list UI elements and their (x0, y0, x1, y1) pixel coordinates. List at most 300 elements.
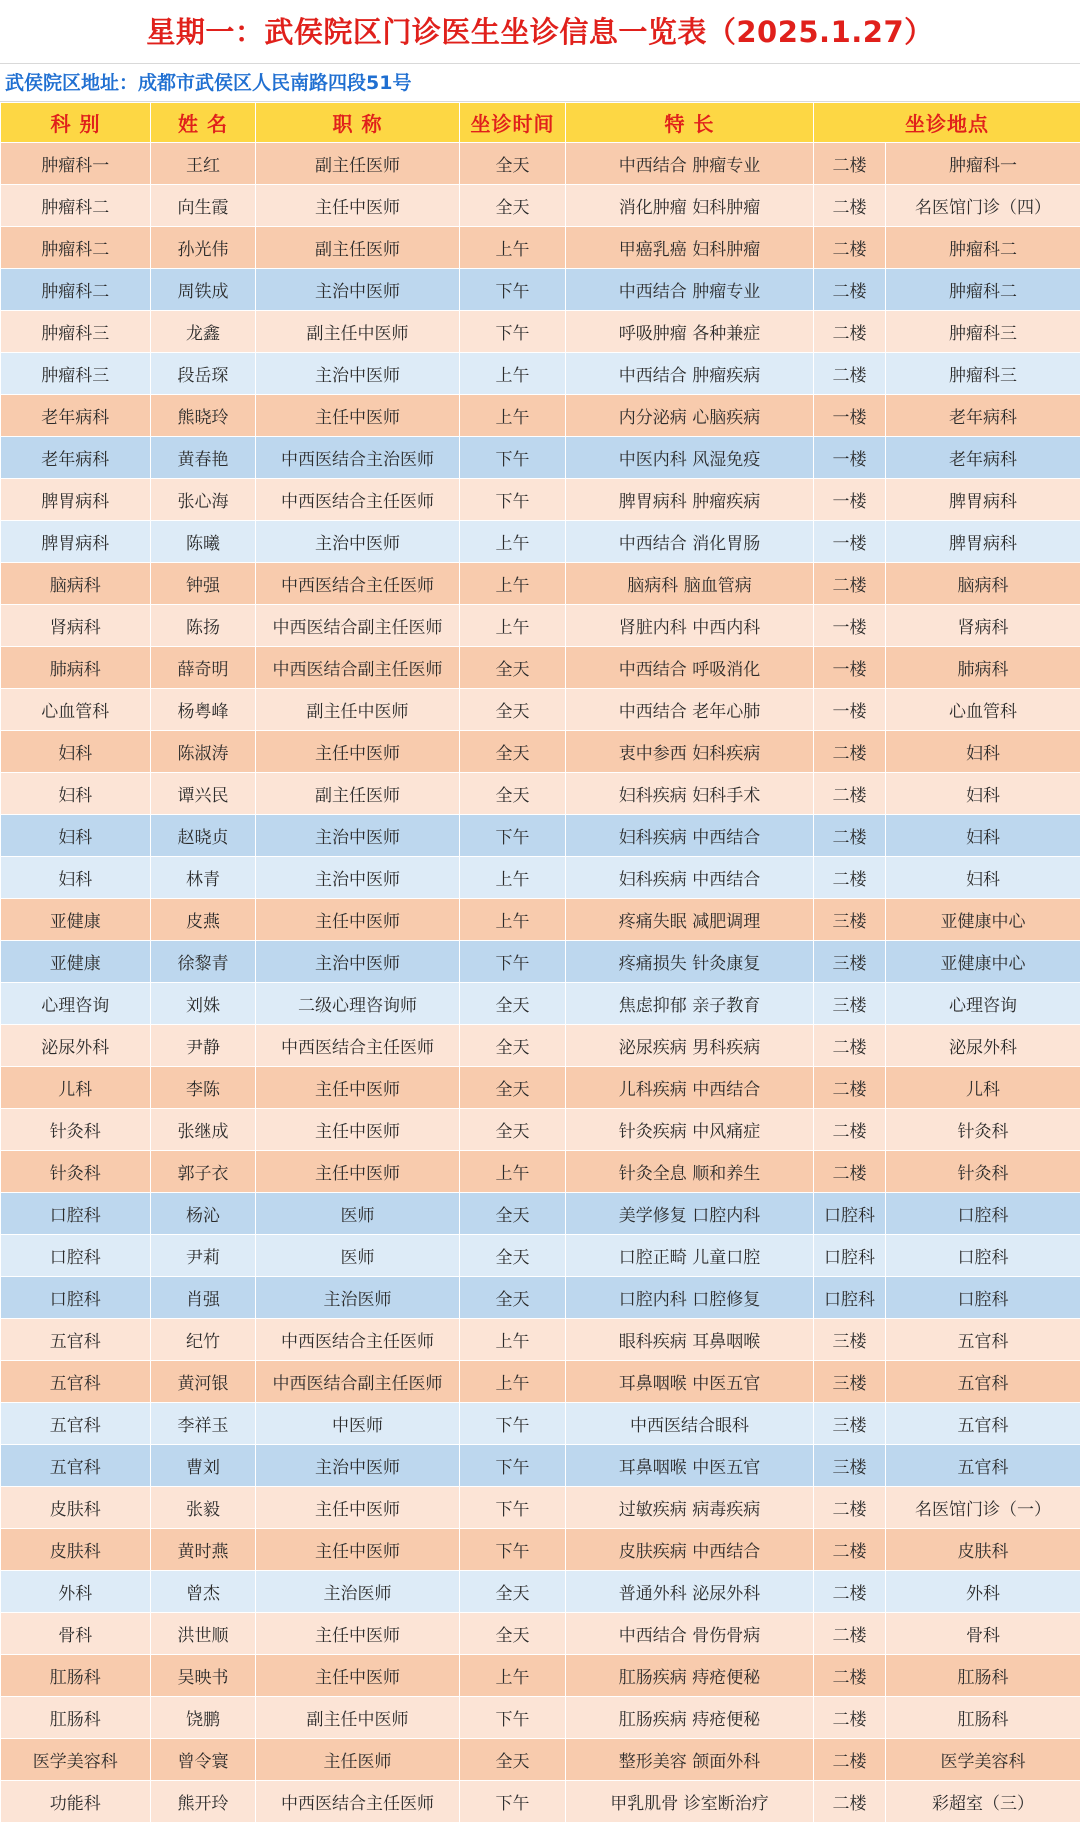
department-cell: 肺病科 (1, 647, 151, 689)
doctor-name-cell: 陈扬 (151, 605, 256, 647)
clinic-time-cell: 全天 (460, 1613, 566, 1655)
table-row (1, 437, 1080, 479)
department-cell: 亚健康 (1, 941, 151, 983)
doctor-name-cell: 尹静 (151, 1025, 256, 1067)
doctor-name-cell: 杨粤峰 (151, 689, 256, 731)
table-row (1, 1529, 1080, 1571)
specialty-cell: 内分泌病 心脑疾病 (566, 395, 814, 437)
table-row (1, 395, 1080, 437)
specialty-cell: 呼吸肿瘤 各种兼症 (566, 311, 814, 353)
table-row (1, 521, 1080, 563)
room-cell: 彩超室（三） (886, 1781, 1080, 1823)
clinic-time-cell: 下午 (460, 1403, 566, 1445)
department-cell: 肿瘤科二 (1, 185, 151, 227)
job-title-cell: 主任中医师 (256, 1151, 460, 1193)
department-cell: 五官科 (1, 1319, 151, 1361)
room-cell: 肿瘤科二 (886, 227, 1080, 269)
room-cell: 医学美容科 (886, 1739, 1080, 1781)
room-cell: 皮肤科 (886, 1529, 1080, 1571)
department-cell: 亚健康 (1, 899, 151, 941)
specialty-cell: 肾脏内科 中西内科 (566, 605, 814, 647)
floor-cell: 二楼 (814, 731, 886, 773)
header-department: 科 别 (1, 103, 151, 143)
room-cell: 泌尿外科 (886, 1025, 1080, 1067)
specialty-cell: 甲乳肌骨 诊室断治疗 (566, 1781, 814, 1823)
clinic-time-cell: 下午 (460, 815, 566, 857)
table-row (1, 1193, 1080, 1235)
specialty-cell: 泌尿疾病 男科疾病 (566, 1025, 814, 1067)
table-row (1, 563, 1080, 605)
room-cell: 脾胃病科 (886, 479, 1080, 521)
floor-cell: 一楼 (814, 689, 886, 731)
room-cell: 肿瘤科三 (886, 353, 1080, 395)
doctor-name-cell: 周铁成 (151, 269, 256, 311)
room-cell: 妇科 (886, 731, 1080, 773)
job-title-cell: 主治中医师 (256, 941, 460, 983)
job-title-cell: 主任中医师 (256, 899, 460, 941)
table-row (1, 1487, 1080, 1529)
department-cell: 皮肤科 (1, 1487, 151, 1529)
room-cell: 肾病科 (886, 605, 1080, 647)
doctor-name-cell: 钟强 (151, 563, 256, 605)
department-cell: 口腔科 (1, 1193, 151, 1235)
job-title-cell: 主任中医师 (256, 731, 460, 773)
job-title-cell: 主治中医师 (256, 353, 460, 395)
department-cell: 泌尿外科 (1, 1025, 151, 1067)
table-row (1, 899, 1080, 941)
table-header-row (1, 103, 1080, 143)
doctor-name-cell: 张心海 (151, 479, 256, 521)
clinic-time-cell: 全天 (460, 647, 566, 689)
clinic-time-cell: 下午 (460, 1487, 566, 1529)
department-cell: 心血管科 (1, 689, 151, 731)
specialty-cell: 肛肠疾病 痔疮便秘 (566, 1655, 814, 1697)
table-row (1, 353, 1080, 395)
specialty-cell: 脑病科 脑血管病 (566, 563, 814, 605)
table-row (1, 689, 1080, 731)
room-cell: 口腔科 (886, 1193, 1080, 1235)
clinic-time-cell: 下午 (460, 437, 566, 479)
floor-cell: 二楼 (814, 1739, 886, 1781)
floor-cell: 二楼 (814, 1529, 886, 1571)
header-specialty: 特 长 (566, 103, 814, 143)
doctor-name-cell: 向生霞 (151, 185, 256, 227)
clinic-time-cell: 上午 (460, 395, 566, 437)
job-title-cell: 主治医师 (256, 1277, 460, 1319)
specialty-cell: 消化肿瘤 妇科肿瘤 (566, 185, 814, 227)
campus-address: 武侯院区地址：成都市武侯区人民南路四段51号 (0, 64, 1080, 102)
specialty-cell: 中西结合 骨伤骨病 (566, 1613, 814, 1655)
doctor-name-cell: 张继成 (151, 1109, 256, 1151)
table-row (1, 1403, 1080, 1445)
header-clinic-time: 坐诊时间 (460, 103, 566, 143)
specialty-cell: 妇科疾病 妇科手术 (566, 773, 814, 815)
room-cell: 老年病科 (886, 395, 1080, 437)
job-title-cell: 二级心理咨询师 (256, 983, 460, 1025)
doctor-name-cell: 吴映书 (151, 1655, 256, 1697)
job-title-cell: 副主任中医师 (256, 311, 460, 353)
doctor-name-cell: 龙鑫 (151, 311, 256, 353)
department-cell: 老年病科 (1, 437, 151, 479)
doctor-name-cell: 李陈 (151, 1067, 256, 1109)
department-cell: 妇科 (1, 815, 151, 857)
room-cell: 妇科 (886, 857, 1080, 899)
table-row (1, 1235, 1080, 1277)
floor-cell: 一楼 (814, 395, 886, 437)
floor-cell: 二楼 (814, 1613, 886, 1655)
floor-cell: 一楼 (814, 605, 886, 647)
doctor-name-cell: 徐黎青 (151, 941, 256, 983)
table-row (1, 983, 1080, 1025)
floor-cell: 二楼 (814, 269, 886, 311)
room-cell: 肛肠科 (886, 1697, 1080, 1739)
department-cell: 肿瘤科二 (1, 227, 151, 269)
job-title-cell: 主治中医师 (256, 1445, 460, 1487)
clinic-time-cell: 上午 (460, 1361, 566, 1403)
specialty-cell: 中医内科 风湿免疫 (566, 437, 814, 479)
clinic-time-cell: 全天 (460, 983, 566, 1025)
table-row (1, 773, 1080, 815)
room-cell: 心理咨询 (886, 983, 1080, 1025)
job-title-cell: 中西医结合主任医师 (256, 1319, 460, 1361)
job-title-cell: 主治中医师 (256, 269, 460, 311)
room-cell: 儿科 (886, 1067, 1080, 1109)
table-row (1, 269, 1080, 311)
room-cell: 亚健康中心 (886, 941, 1080, 983)
floor-cell: 三楼 (814, 1319, 886, 1361)
table-row (1, 815, 1080, 857)
room-cell: 肿瘤科二 (886, 269, 1080, 311)
specialty-cell: 中西结合 呼吸消化 (566, 647, 814, 689)
doctor-name-cell: 熊开玲 (151, 1781, 256, 1823)
clinic-time-cell: 全天 (460, 143, 566, 185)
job-title-cell: 主任中医师 (256, 1487, 460, 1529)
job-title-cell: 主任中医师 (256, 1613, 460, 1655)
department-cell: 针灸科 (1, 1151, 151, 1193)
room-cell: 脑病科 (886, 563, 1080, 605)
specialty-cell: 疼痛失眠 减肥调理 (566, 899, 814, 941)
doctor-name-cell: 郭子衣 (151, 1151, 256, 1193)
room-cell: 骨科 (886, 1613, 1080, 1655)
job-title-cell: 主治医师 (256, 1571, 460, 1613)
specialty-cell: 口腔正畸 儿童口腔 (566, 1235, 814, 1277)
doctor-schedule-table (0, 102, 1080, 1823)
clinic-time-cell: 全天 (460, 1277, 566, 1319)
specialty-cell: 中西医结合眼科 (566, 1403, 814, 1445)
clinic-time-cell: 下午 (460, 479, 566, 521)
job-title-cell: 医师 (256, 1193, 460, 1235)
floor-cell: 三楼 (814, 941, 886, 983)
job-title-cell: 中西医结合副主任医师 (256, 605, 460, 647)
table-row (1, 1361, 1080, 1403)
department-cell: 五官科 (1, 1361, 151, 1403)
job-title-cell: 副主任医师 (256, 143, 460, 185)
job-title-cell: 中西医结合主任医师 (256, 479, 460, 521)
room-cell: 五官科 (886, 1319, 1080, 1361)
clinic-time-cell: 全天 (460, 731, 566, 773)
department-cell: 心理咨询 (1, 983, 151, 1025)
specialty-cell: 焦虑抑郁 亲子教育 (566, 983, 814, 1025)
job-title-cell: 主任中医师 (256, 1655, 460, 1697)
doctor-name-cell: 林青 (151, 857, 256, 899)
floor-cell: 二楼 (814, 1025, 886, 1067)
doctor-name-cell: 赵晓贞 (151, 815, 256, 857)
job-title-cell: 主任中医师 (256, 185, 460, 227)
header-doctor-name: 姓 名 (151, 103, 256, 143)
floor-cell: 一楼 (814, 647, 886, 689)
table-row (1, 1151, 1080, 1193)
floor-cell: 口腔科 (814, 1193, 886, 1235)
floor-cell: 口腔科 (814, 1235, 886, 1277)
doctor-name-cell: 王红 (151, 143, 256, 185)
clinic-time-cell: 全天 (460, 1235, 566, 1277)
job-title-cell: 中西医结合主治医师 (256, 437, 460, 479)
table-row (1, 605, 1080, 647)
job-title-cell: 主治中医师 (256, 815, 460, 857)
department-cell: 妇科 (1, 773, 151, 815)
job-title-cell: 主任中医师 (256, 395, 460, 437)
room-cell: 针灸科 (886, 1151, 1080, 1193)
room-cell: 老年病科 (886, 437, 1080, 479)
specialty-cell: 针灸疾病 中风痛症 (566, 1109, 814, 1151)
specialty-cell: 中西结合 老年心肺 (566, 689, 814, 731)
room-cell: 心血管科 (886, 689, 1080, 731)
floor-cell: 二楼 (814, 773, 886, 815)
room-cell: 脾胃病科 (886, 521, 1080, 563)
department-cell: 肾病科 (1, 605, 151, 647)
specialty-cell: 中西结合 肿瘤专业 (566, 143, 814, 185)
room-cell: 亚健康中心 (886, 899, 1080, 941)
table-row (1, 941, 1080, 983)
doctor-name-cell: 黄春艳 (151, 437, 256, 479)
floor-cell: 二楼 (814, 311, 886, 353)
clinic-time-cell: 下午 (460, 1529, 566, 1571)
clinic-time-cell: 全天 (460, 185, 566, 227)
doctor-name-cell: 曹刘 (151, 1445, 256, 1487)
floor-cell: 三楼 (814, 1361, 886, 1403)
room-cell: 口腔科 (886, 1277, 1080, 1319)
floor-cell: 二楼 (814, 185, 886, 227)
department-cell: 儿科 (1, 1067, 151, 1109)
floor-cell: 三楼 (814, 1403, 886, 1445)
clinic-time-cell: 下午 (460, 269, 566, 311)
department-cell: 皮肤科 (1, 1529, 151, 1571)
room-cell: 肿瘤科三 (886, 311, 1080, 353)
department-cell: 针灸科 (1, 1109, 151, 1151)
table-row (1, 311, 1080, 353)
department-cell: 妇科 (1, 731, 151, 773)
doctor-name-cell: 黄时燕 (151, 1529, 256, 1571)
clinic-time-cell: 上午 (460, 605, 566, 647)
clinic-time-cell: 全天 (460, 1109, 566, 1151)
room-cell: 肿瘤科一 (886, 143, 1080, 185)
floor-cell: 二楼 (814, 1067, 886, 1109)
specialty-cell: 美学修复 口腔内科 (566, 1193, 814, 1235)
doctor-name-cell: 尹莉 (151, 1235, 256, 1277)
floor-cell: 二楼 (814, 857, 886, 899)
clinic-time-cell: 全天 (460, 773, 566, 815)
doctor-name-cell: 曾杰 (151, 1571, 256, 1613)
doctor-name-cell: 杨沁 (151, 1193, 256, 1235)
job-title-cell: 副主任医师 (256, 227, 460, 269)
department-cell: 脾胃病科 (1, 479, 151, 521)
clinic-time-cell: 下午 (460, 1445, 566, 1487)
department-cell: 妇科 (1, 857, 151, 899)
clinic-time-cell: 下午 (460, 311, 566, 353)
floor-cell: 二楼 (814, 1697, 886, 1739)
clinic-time-cell: 上午 (460, 899, 566, 941)
floor-cell: 一楼 (814, 437, 886, 479)
room-cell: 五官科 (886, 1403, 1080, 1445)
department-cell: 肛肠科 (1, 1697, 151, 1739)
floor-cell: 一楼 (814, 521, 886, 563)
doctor-name-cell: 皮燕 (151, 899, 256, 941)
doctor-name-cell: 刘姝 (151, 983, 256, 1025)
floor-cell: 二楼 (814, 1109, 886, 1151)
doctor-name-cell: 曾令寰 (151, 1739, 256, 1781)
floor-cell: 二楼 (814, 143, 886, 185)
doctor-name-cell: 陈曦 (151, 521, 256, 563)
clinic-time-cell: 上午 (460, 521, 566, 563)
table-row (1, 1067, 1080, 1109)
specialty-cell: 整形美容 颌面外科 (566, 1739, 814, 1781)
department-cell: 功能科 (1, 1781, 151, 1823)
table-row (1, 1613, 1080, 1655)
table-row (1, 1655, 1080, 1697)
specialty-cell: 针灸全息 顺和养生 (566, 1151, 814, 1193)
specialty-cell: 妇科疾病 中西结合 (566, 857, 814, 899)
floor-cell: 二楼 (814, 563, 886, 605)
department-cell: 医学美容科 (1, 1739, 151, 1781)
doctor-name-cell: 熊晓玲 (151, 395, 256, 437)
table-row (1, 1445, 1080, 1487)
job-title-cell: 副主任中医师 (256, 1697, 460, 1739)
department-cell: 老年病科 (1, 395, 151, 437)
job-title-cell: 中西医结合副主任医师 (256, 647, 460, 689)
job-title-cell: 副主任中医师 (256, 689, 460, 731)
room-cell: 外科 (886, 1571, 1080, 1613)
specialty-cell: 过敏疾病 病毒疾病 (566, 1487, 814, 1529)
specialty-cell: 耳鼻咽喉 中医五官 (566, 1361, 814, 1403)
floor-cell: 二楼 (814, 1151, 886, 1193)
clinic-time-cell: 上午 (460, 563, 566, 605)
job-title-cell: 中医师 (256, 1403, 460, 1445)
floor-cell: 二楼 (814, 1655, 886, 1697)
floor-cell: 口腔科 (814, 1277, 886, 1319)
doctor-name-cell: 洪世顺 (151, 1613, 256, 1655)
clinic-time-cell: 上午 (460, 353, 566, 395)
job-title-cell: 医师 (256, 1235, 460, 1277)
job-title-cell: 主任中医师 (256, 1067, 460, 1109)
floor-cell: 一楼 (814, 479, 886, 521)
clinic-time-cell: 全天 (460, 1739, 566, 1781)
specialty-cell: 中西结合 肿瘤专业 (566, 269, 814, 311)
clinic-time-cell: 上午 (460, 1151, 566, 1193)
doctor-name-cell: 李祥玉 (151, 1403, 256, 1445)
room-cell: 名医馆门诊（四） (886, 185, 1080, 227)
specialty-cell: 疼痛损失 针灸康复 (566, 941, 814, 983)
specialty-cell: 耳鼻咽喉 中医五官 (566, 1445, 814, 1487)
specialty-cell: 皮肤疾病 中西结合 (566, 1529, 814, 1571)
job-title-cell: 主治中医师 (256, 521, 460, 563)
table-row (1, 1739, 1080, 1781)
doctor-name-cell: 张毅 (151, 1487, 256, 1529)
job-title-cell: 中西医结合副主任医师 (256, 1361, 460, 1403)
floor-cell: 三楼 (814, 1445, 886, 1487)
doctor-name-cell: 孙光伟 (151, 227, 256, 269)
department-cell: 肿瘤科一 (1, 143, 151, 185)
table-row (1, 1109, 1080, 1151)
department-cell: 口腔科 (1, 1235, 151, 1277)
room-cell: 肛肠科 (886, 1655, 1080, 1697)
job-title-cell: 副主任医师 (256, 773, 460, 815)
specialty-cell: 衷中参西 妇科疾病 (566, 731, 814, 773)
table-row (1, 1697, 1080, 1739)
table-row (1, 479, 1080, 521)
specialty-cell: 眼科疾病 耳鼻咽喉 (566, 1319, 814, 1361)
room-cell: 妇科 (886, 773, 1080, 815)
department-cell: 肿瘤科三 (1, 311, 151, 353)
floor-cell: 二楼 (814, 227, 886, 269)
job-title-cell: 主任医师 (256, 1739, 460, 1781)
room-cell: 针灸科 (886, 1109, 1080, 1151)
clinic-time-cell: 全天 (460, 689, 566, 731)
specialty-cell: 肛肠疾病 痔疮便秘 (566, 1697, 814, 1739)
clinic-time-cell: 上午 (460, 1319, 566, 1361)
department-cell: 肛肠科 (1, 1655, 151, 1697)
clinic-time-cell: 上午 (460, 857, 566, 899)
department-cell: 五官科 (1, 1445, 151, 1487)
table-row (1, 1571, 1080, 1613)
floor-cell: 二楼 (814, 353, 886, 395)
room-cell: 口腔科 (886, 1235, 1080, 1277)
specialty-cell: 儿科疾病 中西结合 (566, 1067, 814, 1109)
table-row (1, 731, 1080, 773)
job-title-cell: 中西医结合主任医师 (256, 1781, 460, 1823)
department-cell: 肿瘤科三 (1, 353, 151, 395)
department-cell: 脾胃病科 (1, 521, 151, 563)
clinic-time-cell: 全天 (460, 1571, 566, 1613)
doctor-name-cell: 段岳琛 (151, 353, 256, 395)
floor-cell: 二楼 (814, 1571, 886, 1613)
floor-cell: 二楼 (814, 1781, 886, 1823)
table-row (1, 1319, 1080, 1361)
specialty-cell: 甲癌乳癌 妇科肿瘤 (566, 227, 814, 269)
department-cell: 脑病科 (1, 563, 151, 605)
table-row (1, 647, 1080, 689)
clinic-time-cell: 全天 (460, 1025, 566, 1067)
table-row (1, 227, 1080, 269)
job-title-cell: 中西医结合主任医师 (256, 563, 460, 605)
clinic-time-cell: 上午 (460, 1655, 566, 1697)
floor-cell: 二楼 (814, 815, 886, 857)
clinic-time-cell: 全天 (460, 1193, 566, 1235)
specialty-cell: 中西结合 肿瘤疾病 (566, 353, 814, 395)
specialty-cell: 脾胃病科 肿瘤疾病 (566, 479, 814, 521)
table-row (1, 1781, 1080, 1823)
job-title-cell: 主治中医师 (256, 857, 460, 899)
floor-cell: 三楼 (814, 899, 886, 941)
room-cell: 肺病科 (886, 647, 1080, 689)
specialty-cell: 妇科疾病 中西结合 (566, 815, 814, 857)
clinic-time-cell: 下午 (460, 941, 566, 983)
department-cell: 骨科 (1, 1613, 151, 1655)
department-cell: 外科 (1, 1571, 151, 1613)
doctor-name-cell: 薛奇明 (151, 647, 256, 689)
room-cell: 五官科 (886, 1361, 1080, 1403)
specialty-cell: 口腔内科 口腔修复 (566, 1277, 814, 1319)
table-body (1, 143, 1080, 1823)
